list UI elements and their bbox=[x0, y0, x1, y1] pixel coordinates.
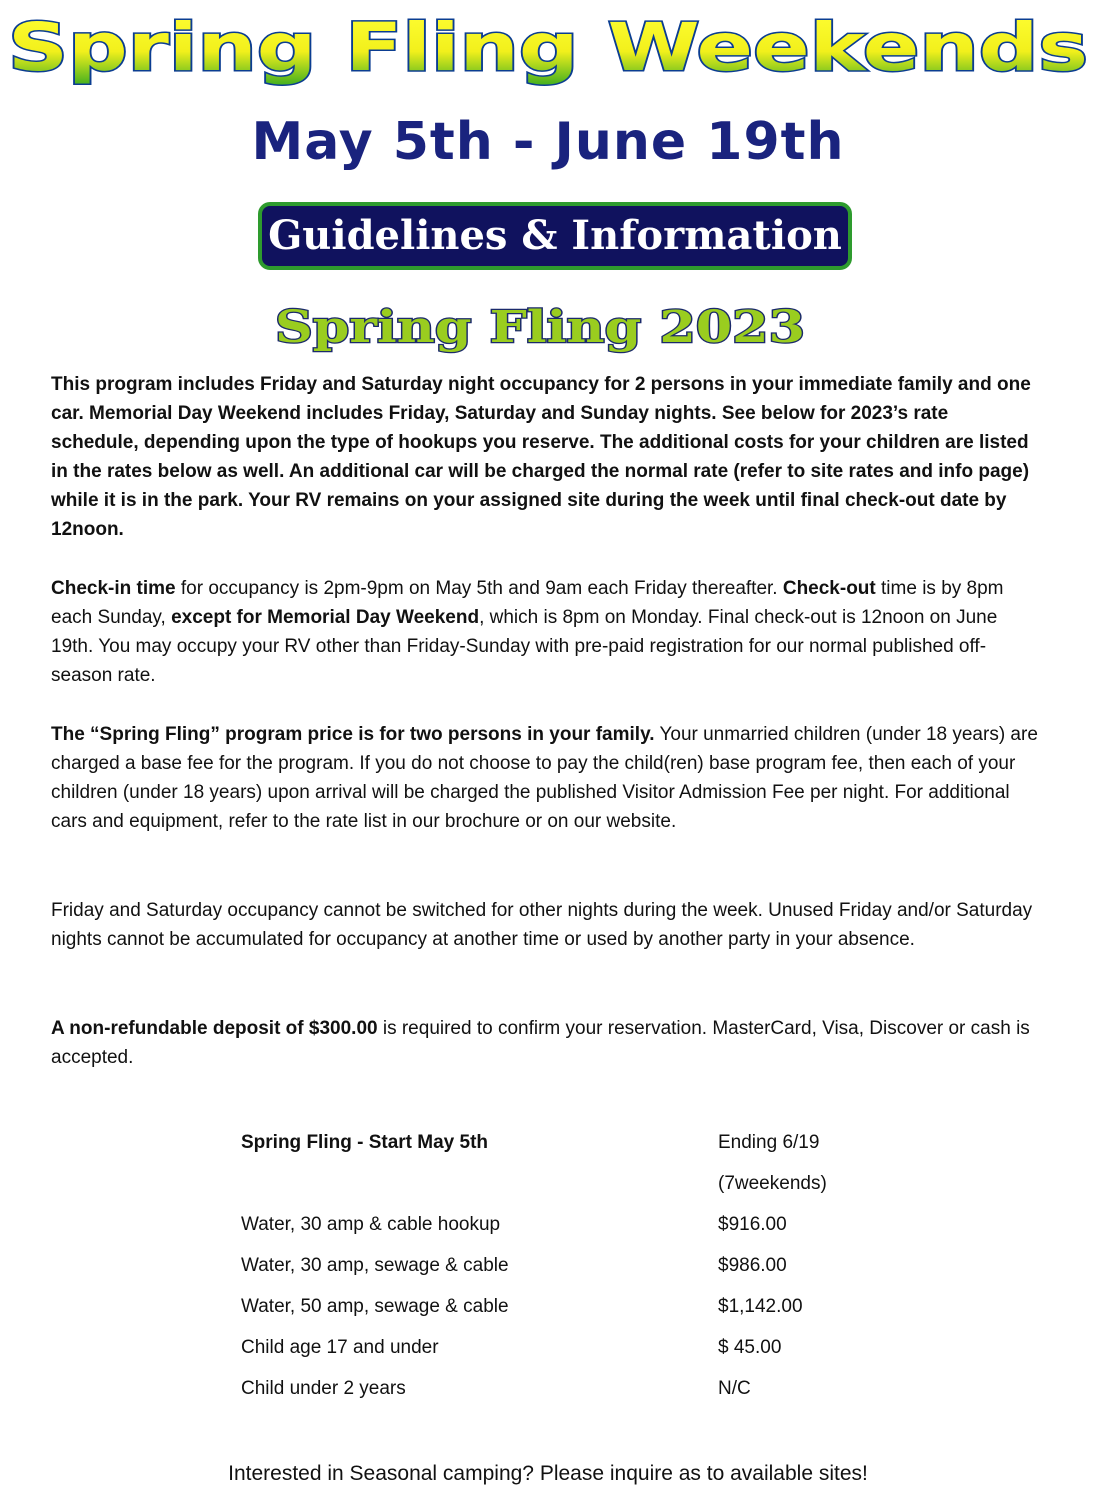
checkout-text: time is by 8pm each Sunday, bbox=[51, 578, 1004, 628]
intro-paragraph: This program includes Friday and Saturday night occupancy for 2 persons in your immediate family and one car. Memorial Day Weekend includes Friday, Saturday and Sunday nights. See below for 2023’s rate schedule, depending upon the type of hookups you reserve. The additional costs for your children are listed in the rates below as well. An additional car will be charged the normal rate (refer to site rates and info page) while it is in the park. Your RV remains on your assigned site during the week until final check-out date by 12noon. bbox=[51, 374, 1031, 540]
rate-price: $1,142.00 bbox=[718, 1295, 803, 1317]
price-paragraph bbox=[51, 720, 1041, 836]
checkout-heading: Check-out bbox=[782, 578, 876, 599]
footer-note: Interested in Seasonal camping? Please inquire as to available sites! bbox=[228, 1462, 868, 1485]
deposit-heading: A non-refundable deposit of $300.00 bbox=[51, 1018, 378, 1039]
checkin-text: for occupancy is 2pm-9pm on May 5th and 9am each Friday thereafter. bbox=[175, 578, 783, 599]
rate-row bbox=[241, 1327, 881, 1368]
price-text: Your unmarried children (under 18 years) are charged a base fee for the program. If you do not choose to pay the child(ren) base program fee, then each of your children (under 18 years) upon arrival will be charged the published Visitor Admission Fee per night. For additional cars and equipment, refer to the rate list in our brochure or on our website. bbox=[51, 724, 1038, 832]
occupancy-paragraph: Friday and Saturday occupancy cannot be switched for other nights during the week. Unused Friday and/or Saturday nights cannot be accumulated for occupancy at another time or used by another party in your absence. bbox=[51, 900, 1033, 950]
rate-price: N/C bbox=[718, 1377, 751, 1399]
subtitle: Spring Fling 2023 bbox=[275, 302, 805, 353]
guidelines-banner bbox=[258, 202, 852, 270]
rate-label: Child age 17 and under bbox=[241, 1336, 439, 1358]
price-heading: The “Spring Fling” program price is for two persons in your family. bbox=[51, 724, 655, 745]
rate-row bbox=[241, 1245, 881, 1286]
rate-label: Water, 50 amp, sewage & cable bbox=[241, 1295, 509, 1317]
rate-table-heading: Spring Fling - Start May 5th bbox=[241, 1131, 489, 1153]
rate-row bbox=[241, 1286, 881, 1327]
subtitle-banner bbox=[0, 296, 1096, 358]
rate-table-header bbox=[241, 1122, 881, 1163]
rate-row bbox=[241, 1368, 881, 1409]
rate-table-subheader bbox=[241, 1163, 881, 1204]
title-banner-graphic bbox=[0, 0, 1096, 86]
deposit-paragraph bbox=[51, 1014, 1041, 1072]
rate-table bbox=[241, 1122, 881, 1409]
checkin-heading: Check-in time bbox=[51, 578, 176, 599]
rate-label: Water, 30 amp & cable hookup bbox=[241, 1213, 501, 1235]
rate-price: $916.00 bbox=[718, 1213, 787, 1235]
rate-label: Child under 2 years bbox=[241, 1377, 406, 1399]
rate-table-heading-value: Ending 6/19 bbox=[718, 1131, 820, 1153]
checkin-paragraph bbox=[51, 574, 1041, 690]
memorial-exception: except for Memorial Day Weekend bbox=[171, 607, 480, 628]
page-title: Spring Fling Weekends bbox=[8, 9, 1088, 86]
rate-table-weekends: (7weekends) bbox=[718, 1172, 827, 1194]
deposit-text: is required to confirm your reservation. MasterCard, Visa, Discover or cash is accepted. bbox=[51, 1018, 1030, 1068]
guidelines-label: Guidelines & Information bbox=[268, 212, 842, 259]
subtitle-graphic bbox=[0, 296, 1096, 358]
title-banner bbox=[0, 0, 1096, 86]
rate-price: $986.00 bbox=[718, 1254, 787, 1276]
date-range: May 5th - June 19th bbox=[251, 112, 845, 172]
rate-row bbox=[241, 1204, 881, 1245]
rate-label: Water, 30 amp, sewage & cable bbox=[241, 1254, 509, 1276]
rate-price: $ 45.00 bbox=[718, 1336, 782, 1358]
checkout-text-end: , which is 8pm on Monday. Final check-out is 12noon on June 19th. You may occupy your RV other than Friday-Sunday with pre-paid registration for our normal published off-season rate. bbox=[51, 607, 998, 686]
